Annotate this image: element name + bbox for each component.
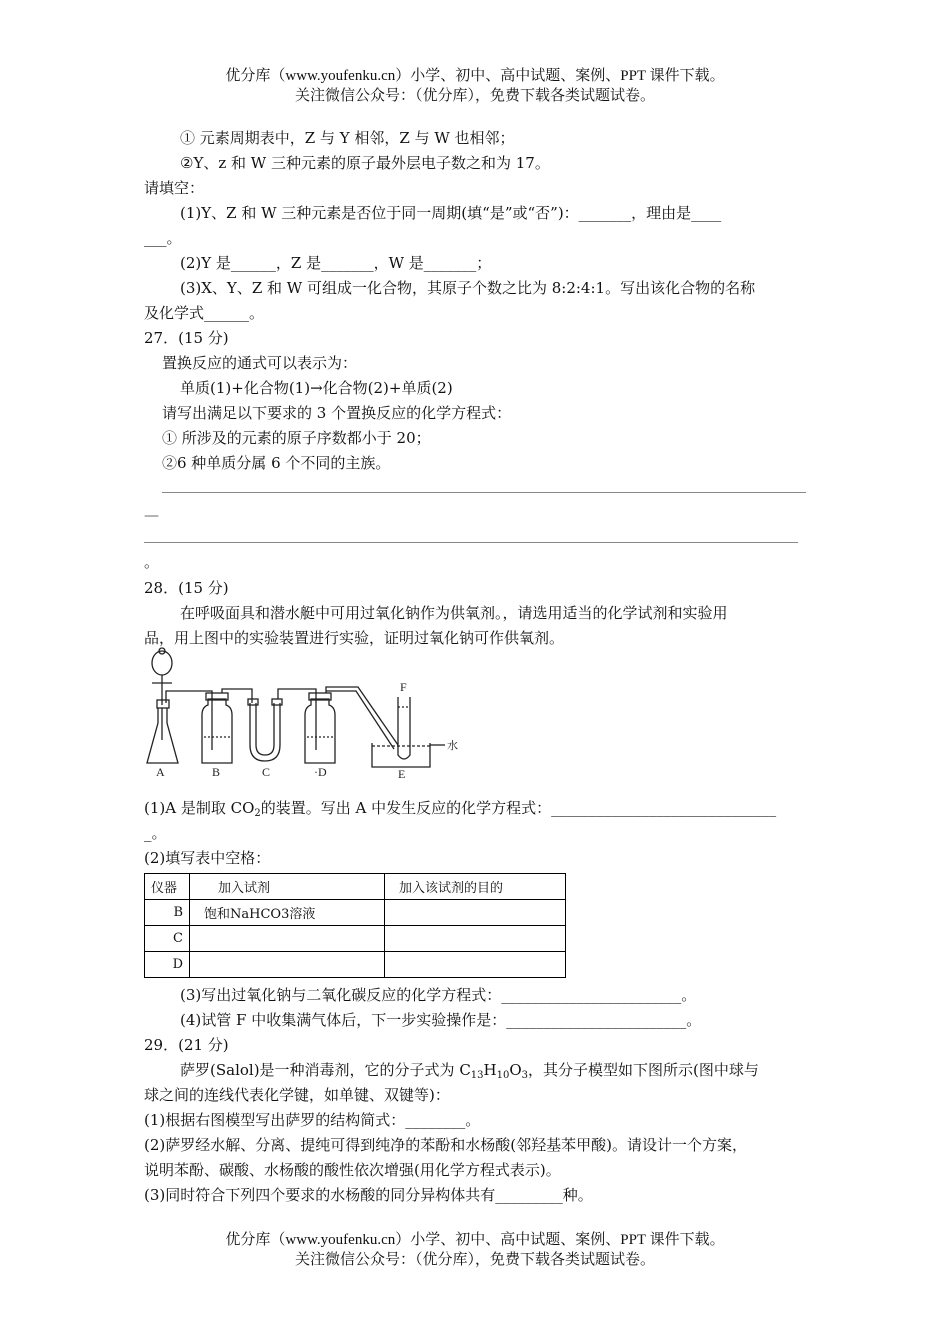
q28-part-3: (3)写出过氧化钠与二氧化碳反应的化学方程式：________________________。 bbox=[180, 986, 697, 1004]
q27-line-2: 单质(1)+化合物(1)→化合物(2)+单质(2) bbox=[180, 379, 453, 397]
table-cell: C bbox=[145, 926, 190, 952]
q27-line-5: ②6 种单质分属 6 个不同的主族。 bbox=[162, 454, 391, 472]
q29-part-2a: (2)萨罗经水解、分离、提纯可得到纯净的苯酚和水杨酸(邻羟基苯甲酸)。请设计一个方案， bbox=[144, 1136, 747, 1154]
q27-line-3: 请写出满足以下要求的 3 个置换反应的化学方程式： bbox=[162, 404, 512, 422]
table-header-row bbox=[145, 874, 566, 900]
q29-sub-c: 13 bbox=[470, 1070, 484, 1081]
q26-condition-1: ① 元素周期表中，Z 与 Y 相邻，Z 与 W 也相邻； bbox=[180, 129, 515, 147]
q27-answer-line-2[interactable] bbox=[144, 542, 798, 543]
label-a: A bbox=[156, 765, 165, 779]
q28-part-4: (4)试管 F 中收集满气体后，下一步实验操作是：________________________。 bbox=[180, 1011, 702, 1029]
q29-o: O bbox=[509, 1061, 522, 1079]
table-cell: 饱和NaHCO3溶液 bbox=[190, 900, 385, 926]
q26-part-1b: ___。 bbox=[144, 229, 182, 247]
page-footer-line-2: 关注微信公众号：（优分库），免费下载各类试题试卷。 bbox=[294, 1252, 655, 1268]
q29-title: 29．(21 分) bbox=[144, 1036, 229, 1054]
table-cell[interactable] bbox=[385, 926, 566, 952]
label-water: 水 bbox=[447, 740, 458, 752]
table-header-cell: 加入该试剂的目的 bbox=[385, 874, 566, 900]
q26-condition-2: ②Y、z 和 W 三种元素的原子最外层电子数之和为 17。 bbox=[180, 154, 550, 172]
q26-part-1a: (1)Y、Z 和 W 三种元素是否位于同一周期(填“是”或“否”)：_______，理由是____ bbox=[180, 204, 722, 222]
table-header-cell: 加入试剂 bbox=[190, 874, 385, 900]
q28-part-2: (2)填写表中空格： bbox=[144, 849, 271, 867]
q29-line-1-post: ，其分子模型如下图所示(图中球与 bbox=[528, 1061, 759, 1079]
q27-answer-end: 。 bbox=[144, 553, 160, 571]
q26-prompt: 请填空： bbox=[144, 179, 205, 197]
q28-part-1a bbox=[144, 798, 776, 824]
q27-answer-line-1[interactable] bbox=[162, 492, 806, 493]
label-f: F bbox=[400, 680, 407, 694]
table-cell[interactable] bbox=[385, 952, 566, 978]
q29-part-1: (1)根据右图模型写出萨罗的结构简式：________。 bbox=[144, 1111, 481, 1129]
q26-part-3b: 及化学式______。 bbox=[144, 304, 265, 322]
page-header-line-2: 关注微信公众号：（优分库），免费下载各类试题试卷。 bbox=[294, 88, 655, 104]
q28-title: 28．(15 分) bbox=[144, 579, 229, 597]
q29-sub-o: 3 bbox=[521, 1070, 529, 1081]
apparatus-diagram bbox=[140, 645, 470, 780]
q28-line-2: 品，用上图中的实验装置进行实验，证明过氧化钠可作供氧剂。 bbox=[144, 629, 565, 647]
page-footer-line-1: 优分库（www.youfenku.cn）小学、初中、高中试题、案例、PPT 课件下载。 bbox=[225, 1232, 725, 1248]
table-cell[interactable] bbox=[190, 926, 385, 952]
q29-part-2b: 说明苯酚、碳酸、水杨酸的酸性依次增强(用化学方程式表示)。 bbox=[144, 1161, 561, 1179]
apparatus-b bbox=[202, 689, 252, 763]
q26-part-3a: (3)X、Y、Z 和 W 可组成一化合物，其原子个数之比为 8:2:4:1。写出该化合物的名称 bbox=[180, 279, 756, 297]
q29-line-1 bbox=[180, 1060, 759, 1086]
table-cell: B bbox=[145, 900, 190, 926]
label-d: ·D bbox=[314, 765, 327, 779]
q29-part-3: (3)同时符合下列四个要求的水杨酸的同分异构体共有_________种。 bbox=[144, 1186, 593, 1204]
q28-part-1a-sub: 2 bbox=[254, 808, 261, 819]
label-b: B bbox=[212, 765, 221, 779]
q28-line-1: 在呼吸面具和潜水艇中可用过氧化钠作为供氧剂。，请选用适当的化学试剂和实验用 bbox=[180, 604, 728, 622]
table-header-cell: 仪器 bbox=[145, 874, 190, 900]
table-row bbox=[145, 952, 566, 978]
apparatus-d bbox=[305, 687, 398, 763]
q26-part-2: (2)Y 是______，Z 是_______，W 是_______； bbox=[180, 254, 492, 272]
q28-part-1b: _。 bbox=[144, 824, 167, 842]
q27-title: 27．(15 分) bbox=[144, 329, 229, 347]
q28-part-1a-pre: (1)A 是制取 CO bbox=[144, 799, 255, 817]
q29-sub-h: 10 bbox=[496, 1070, 510, 1081]
q27-line-4: ① 所涉及的元素的原子序数都小于 20； bbox=[162, 429, 431, 447]
table-cell[interactable] bbox=[190, 952, 385, 978]
table-row bbox=[145, 926, 566, 952]
q29-h: H bbox=[483, 1061, 497, 1079]
label-e: E bbox=[398, 767, 406, 780]
q29-line-1-pre: 萨罗(Salol)是一种消毒剂，它的分子式为 C bbox=[180, 1061, 471, 1079]
q28-part-1a-post: 的装置。写出 A 中发生反应的化学方程式：______________________________ bbox=[260, 799, 777, 817]
table-row bbox=[145, 900, 566, 926]
reagent-table bbox=[144, 873, 566, 978]
table-cell[interactable] bbox=[385, 900, 566, 926]
page-header-line-1: 优分库（www.youfenku.cn）小学、初中、高中试题、案例、PPT 课件下载。 bbox=[225, 68, 725, 84]
table-cell: D bbox=[145, 952, 190, 978]
apparatus-c bbox=[248, 689, 316, 761]
q27-answer-dash: — bbox=[144, 506, 159, 524]
q29-line-2: 球之间的连线代表化学键，如单键、双键等)： bbox=[144, 1086, 450, 1104]
label-c: C bbox=[262, 765, 271, 779]
apparatus-a bbox=[147, 648, 210, 763]
q27-line-1: 置换反应的通式可以表示为： bbox=[162, 354, 358, 372]
